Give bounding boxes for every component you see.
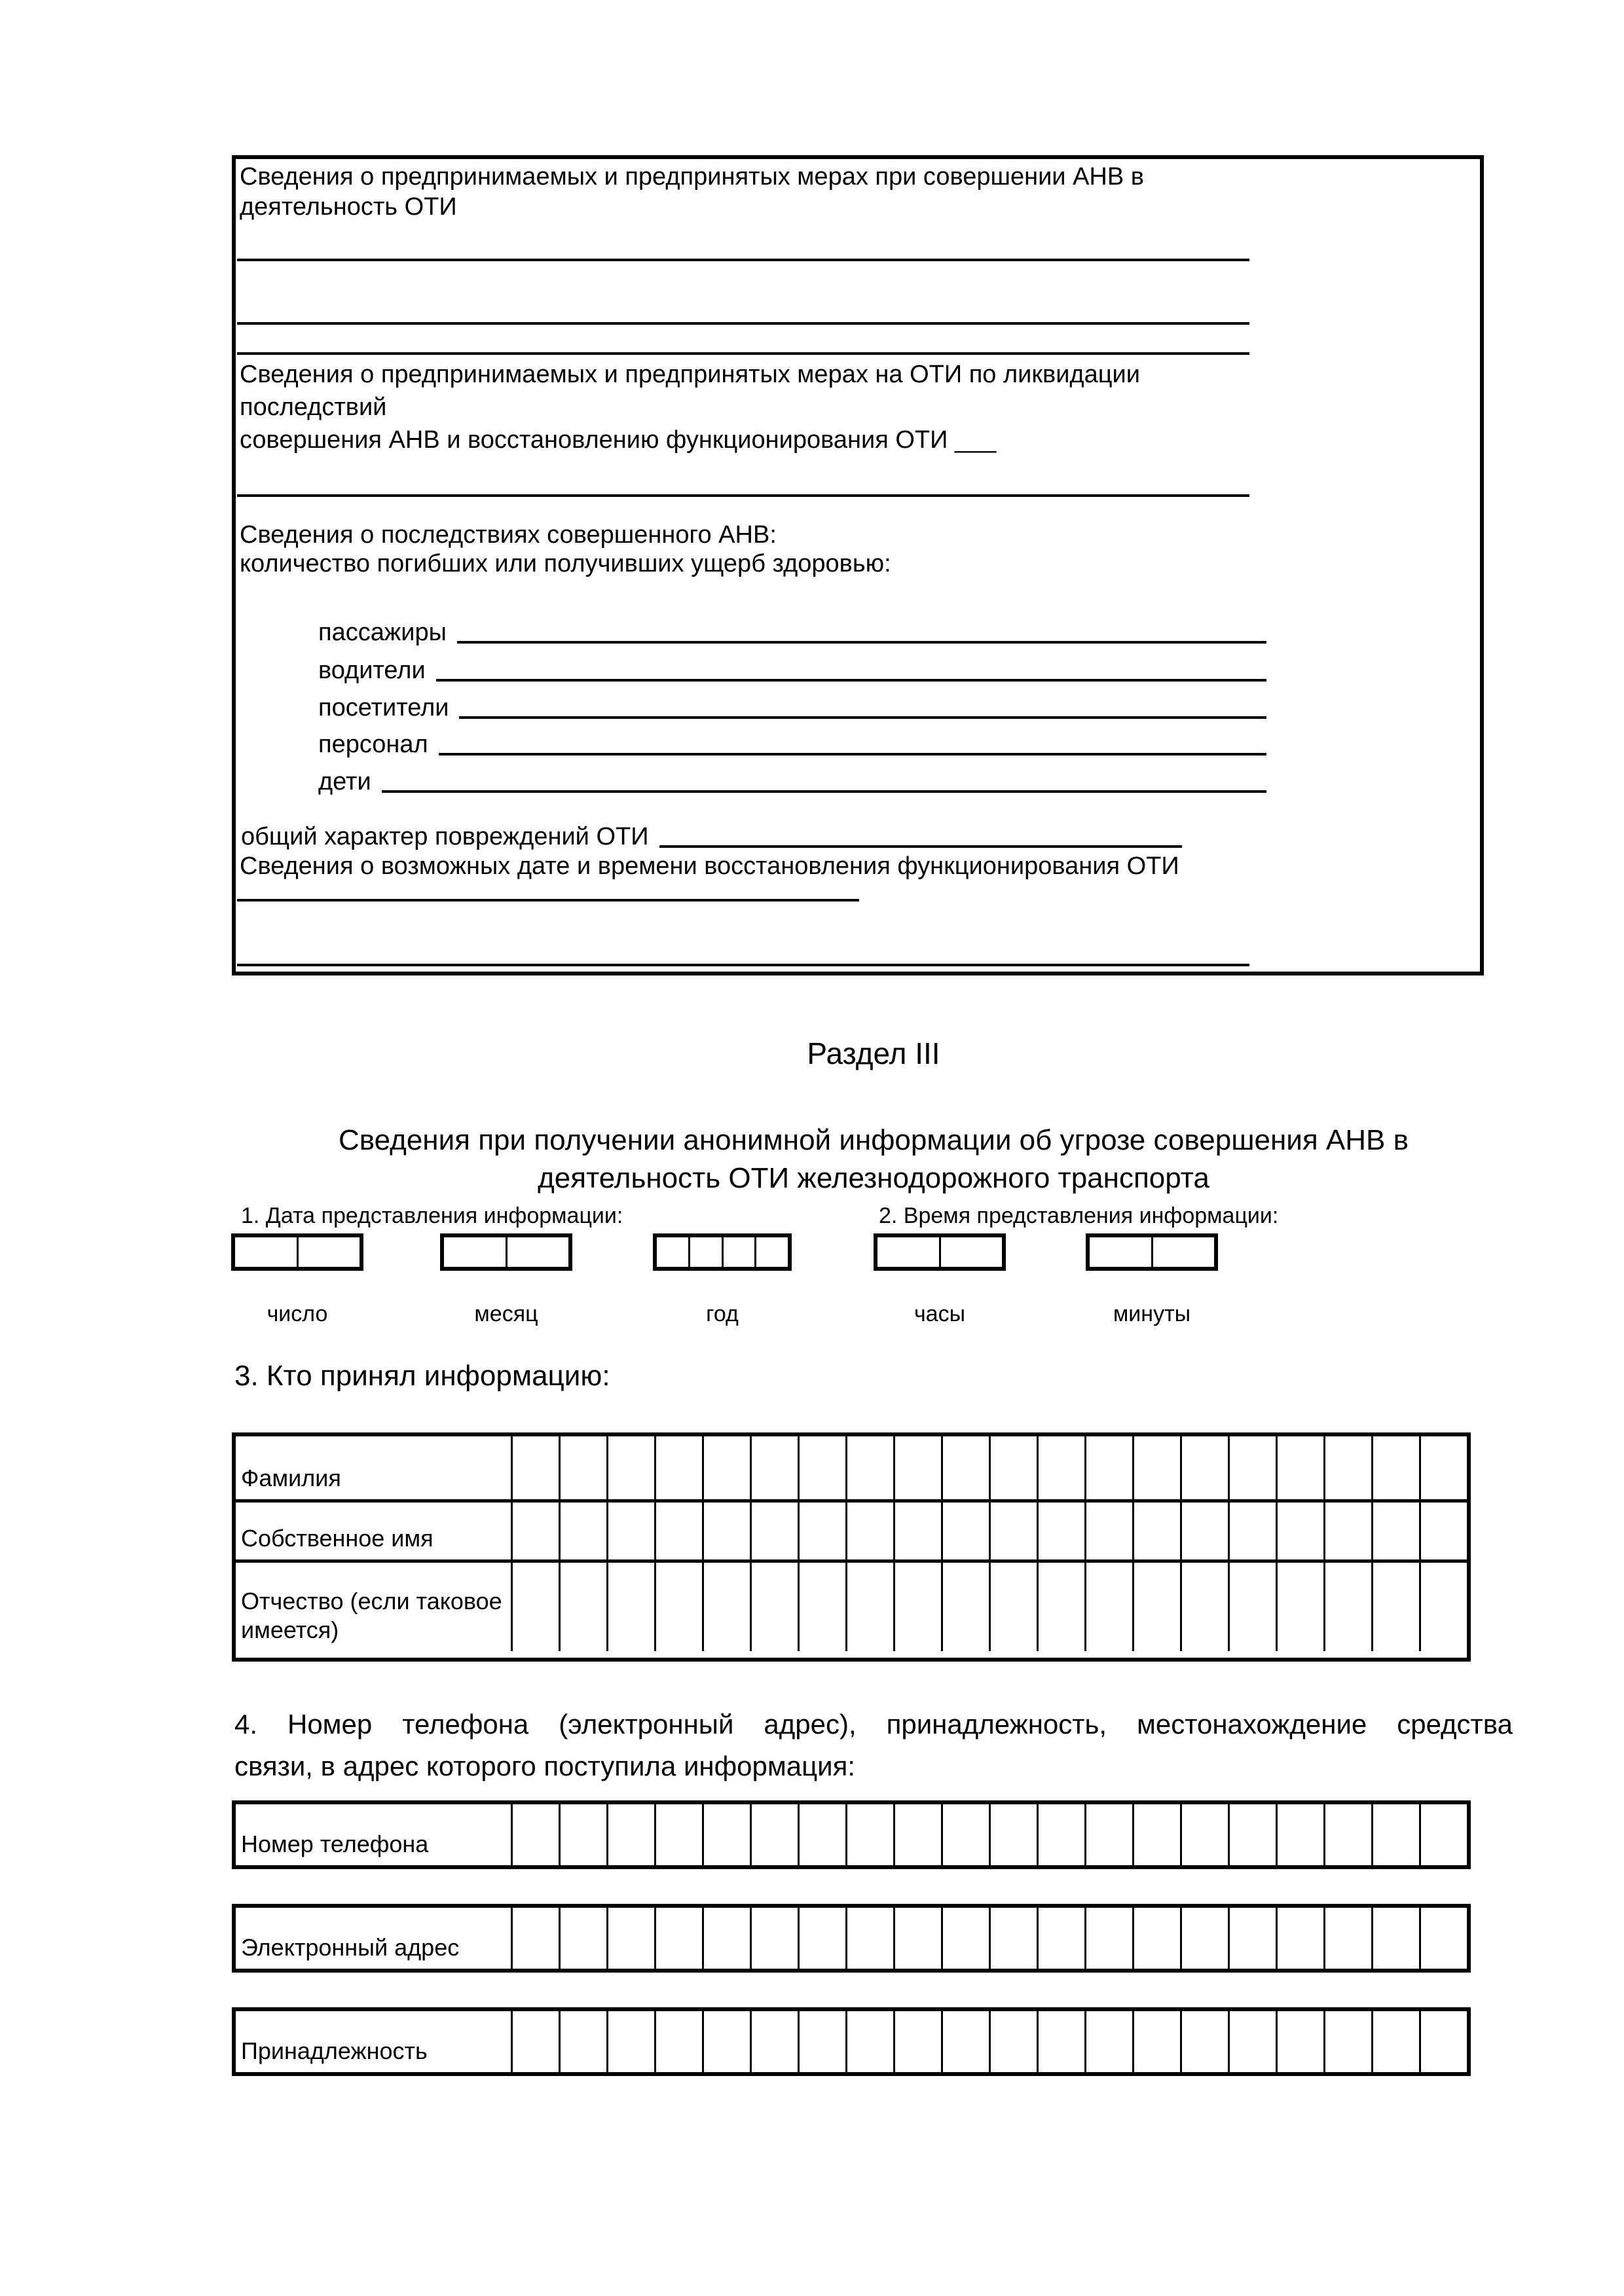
incident-measures-box (232, 155, 1484, 975)
char-cell[interactable] (1180, 1436, 1228, 1499)
row-label: Электронный адрес (236, 1908, 513, 1969)
row-label: Номер телефона (236, 1804, 513, 1865)
phone-table (232, 1800, 1471, 1869)
damage-blank[interactable] (659, 845, 1182, 848)
char-cell[interactable] (1419, 1563, 1467, 1651)
char-cells (513, 2011, 1467, 2072)
char-cell[interactable] (1180, 1503, 1228, 1559)
char-cell[interactable] (893, 1804, 941, 1865)
casualty-row-visitors (318, 693, 1266, 721)
char-cell[interactable] (893, 1908, 941, 1969)
char-cell[interactable] (798, 1563, 845, 1651)
char-cell[interactable] (893, 1503, 941, 1559)
char-cell[interactable] (559, 1804, 606, 1865)
email-row (236, 1908, 1467, 1969)
casualty-blank[interactable] (439, 753, 1266, 756)
char-cell[interactable] (1037, 1436, 1084, 1499)
char-cell[interactable] (513, 1908, 559, 1969)
char-cell[interactable] (845, 1563, 893, 1651)
char-cell[interactable] (1323, 1908, 1371, 1969)
question-time: 2. Время представления информации: (879, 1203, 1279, 1228)
char-cell[interactable] (654, 1908, 702, 1969)
char-cell[interactable] (989, 2011, 1037, 2072)
char-cell[interactable] (654, 1503, 702, 1559)
char-cell[interactable] (893, 1563, 941, 1651)
char-cell[interactable] (798, 1503, 845, 1559)
char-cells (513, 1436, 1467, 1499)
char-cell[interactable] (941, 1804, 989, 1865)
char-cell[interactable] (559, 1503, 606, 1559)
char-cell[interactable] (1132, 1436, 1180, 1499)
char-cells (513, 1503, 1467, 1559)
phone-row (236, 1804, 1467, 1865)
email-table (232, 1904, 1471, 1973)
affiliation-table (232, 2007, 1471, 2076)
char-cell[interactable] (1132, 1804, 1180, 1865)
char-cells (513, 1804, 1467, 1865)
restore-label: Сведения о возможных дате и времени восстановления функционирования ОТИ (240, 852, 1179, 880)
char-cell[interactable] (1276, 2011, 1323, 2072)
char-cell[interactable] (845, 1503, 893, 1559)
char-cell[interactable] (845, 1908, 893, 1969)
char-cell[interactable] (939, 1237, 1003, 1267)
char-cell[interactable] (1323, 1563, 1371, 1651)
char-cell[interactable] (1037, 2011, 1084, 2072)
char-cell[interactable] (1228, 1563, 1276, 1651)
char-cell[interactable] (1419, 1804, 1467, 1865)
char-cell[interactable] (513, 1503, 559, 1559)
char-cell[interactable] (688, 1237, 722, 1267)
char-cell[interactable] (1276, 1563, 1323, 1651)
char-cell[interactable] (1151, 1237, 1215, 1267)
char-cell[interactable] (1419, 1908, 1467, 1969)
casualty-label: дети (318, 768, 371, 795)
char-cell[interactable] (754, 1237, 788, 1267)
question-date: 1. Дата представления информации: (241, 1203, 623, 1228)
char-cell[interactable] (559, 1436, 606, 1499)
blank-line[interactable] (237, 494, 1249, 497)
label-day: число (267, 1302, 328, 1326)
char-cell[interactable] (893, 1436, 941, 1499)
casualty-blank[interactable] (382, 790, 1266, 793)
char-cell[interactable] (654, 2011, 702, 2072)
char-cell[interactable] (1180, 1804, 1228, 1865)
char-cell[interactable] (1276, 1503, 1323, 1559)
section-title: Раздел III (807, 1036, 940, 1070)
date-month-boxes (440, 1233, 572, 1271)
char-cell[interactable] (559, 2011, 606, 2072)
date-day-boxes (231, 1233, 363, 1271)
char-cell[interactable] (722, 1237, 755, 1267)
char-cell[interactable] (606, 1503, 654, 1559)
consequences-line-2: количество погибших или получивших ущерб здоровью: (240, 550, 891, 577)
char-cell[interactable] (798, 1436, 845, 1499)
damage-row (241, 822, 1182, 850)
char-cell[interactable] (798, 1804, 845, 1865)
time-minute-boxes (1086, 1233, 1218, 1271)
char-cell[interactable] (1228, 1436, 1276, 1499)
casualty-blank[interactable] (436, 679, 1266, 682)
char-cell[interactable] (1090, 1237, 1151, 1267)
section-subtitle-line-1: Сведения при получении анонимной информации об угрозе совершения АНВ в (339, 1124, 1409, 1156)
char-cell[interactable] (1276, 1804, 1323, 1865)
char-cell[interactable] (877, 1237, 939, 1267)
char-cell[interactable] (702, 1563, 750, 1651)
blank-line[interactable] (237, 964, 1249, 966)
casualty-row-passengers (318, 617, 1266, 646)
liquidation-line-3: совершения АНВ и восстановлению функционирования ОТИ ___ (240, 426, 997, 454)
char-cell[interactable] (1323, 1503, 1371, 1559)
affiliation-row (236, 2011, 1467, 2072)
char-cell[interactable] (1323, 2011, 1371, 2072)
row-label: Фамилия (236, 1436, 513, 1499)
char-cell[interactable] (606, 1908, 654, 1969)
time-hour-boxes (874, 1233, 1006, 1271)
char-cell[interactable] (989, 1563, 1037, 1651)
casualty-blank[interactable] (457, 641, 1266, 644)
char-cell[interactable] (1037, 1563, 1084, 1651)
char-cell[interactable] (1371, 2011, 1419, 2072)
char-cell[interactable] (606, 1804, 654, 1865)
char-cell[interactable] (1132, 1503, 1180, 1559)
char-cell[interactable] (1132, 1563, 1180, 1651)
char-cell[interactable] (1228, 1503, 1276, 1559)
blank-line[interactable] (237, 352, 1249, 355)
casualty-label: пассажиры (318, 619, 447, 646)
char-cell[interactable] (654, 1804, 702, 1865)
char-cell[interactable] (559, 1908, 606, 1969)
casualty-label: персонал (318, 731, 428, 758)
char-cell[interactable] (1037, 1908, 1084, 1969)
char-cell[interactable] (1371, 1908, 1419, 1969)
label-minutes: минуты (1113, 1302, 1191, 1326)
casualty-row-children (318, 767, 1266, 795)
char-cell[interactable] (941, 2011, 989, 2072)
char-cell[interactable] (1084, 1503, 1132, 1559)
char-cell[interactable] (657, 1237, 688, 1267)
char-cell[interactable] (654, 1436, 702, 1499)
char-cell[interactable] (1419, 1503, 1467, 1559)
char-cell[interactable] (893, 2011, 941, 2072)
char-cell[interactable] (750, 1503, 798, 1559)
char-cell[interactable] (1084, 1563, 1132, 1651)
char-cell[interactable] (750, 1908, 798, 1969)
char-cell[interactable] (606, 1436, 654, 1499)
char-cell[interactable] (1371, 1804, 1419, 1865)
casualty-row-staff (318, 729, 1266, 758)
question-who: 3. Кто принял информацию: (234, 1360, 610, 1392)
blank-line[interactable] (237, 899, 859, 902)
char-cell[interactable] (1228, 1804, 1276, 1865)
char-cell[interactable] (798, 1908, 845, 1969)
char-cell[interactable] (989, 1436, 1037, 1499)
char-cell[interactable] (702, 2011, 750, 2072)
char-cell[interactable] (989, 1503, 1037, 1559)
char-cell[interactable] (1084, 1436, 1132, 1499)
char-cell[interactable] (941, 1908, 989, 1969)
char-cell[interactable] (297, 1237, 360, 1267)
char-cell[interactable] (506, 1237, 569, 1267)
damage-label: общий характер повреждений ОТИ (241, 823, 649, 850)
char-cell[interactable] (1037, 1503, 1084, 1559)
char-cell[interactable] (845, 1436, 893, 1499)
consequences-line-1: Сведения о последствиях совершенного АНВ: (240, 521, 777, 549)
char-cell[interactable] (1276, 1436, 1323, 1499)
char-cell[interactable] (513, 1563, 559, 1651)
char-cell[interactable] (606, 1563, 654, 1651)
char-cell[interactable] (989, 1804, 1037, 1865)
char-cell[interactable] (1419, 1436, 1467, 1499)
char-cells (513, 1563, 1467, 1651)
char-cell[interactable] (444, 1237, 506, 1267)
measures-line-1: Сведения о предпринимаемых и предпринятых мерах при совершении АНВ в (240, 163, 1144, 191)
char-cell[interactable] (1419, 2011, 1467, 2072)
char-cell[interactable] (1371, 1503, 1419, 1559)
liquidation-line-2: последствий (240, 393, 387, 421)
label-year: год (706, 1302, 739, 1326)
char-cell[interactable] (1371, 1436, 1419, 1499)
char-cell[interactable] (1037, 1804, 1084, 1865)
char-cell[interactable] (1084, 1908, 1132, 1969)
measures-line-2: деятельность ОТИ (240, 193, 457, 221)
char-cell[interactable] (513, 1436, 559, 1499)
char-cell[interactable] (798, 2011, 845, 2072)
casualty-label: водители (318, 657, 426, 684)
casualty-row-drivers (318, 655, 1266, 684)
row-label: Отчество (если таковое имеется) (236, 1563, 513, 1651)
who-row-patronymic (236, 1559, 1467, 1651)
char-cell[interactable] (750, 1804, 798, 1865)
char-cell[interactable] (1132, 1908, 1180, 1969)
who-row-firstname (236, 1499, 1467, 1559)
question-contact-line-1: 4. Номер телефона (электронный адрес), принадлежность, местонахождение средства (234, 1709, 1513, 1740)
char-cell[interactable] (941, 1503, 989, 1559)
liquidation-line-1: Сведения о предпринимаемых и предпринятых мерах на ОТИ по ликвидации (240, 361, 1140, 388)
char-cell[interactable] (1371, 1563, 1419, 1651)
char-cell[interactable] (1276, 1908, 1323, 1969)
row-label: Собственное имя (236, 1503, 513, 1559)
casualty-blank[interactable] (459, 716, 1266, 719)
char-cell[interactable] (989, 1908, 1037, 1969)
row-label: Принадлежность (236, 2011, 513, 2072)
char-cell[interactable] (702, 1503, 750, 1559)
question-contact-line-2: связи, в адрес которого поступила информация: (234, 1751, 856, 1781)
section-subtitle-line-2: деятельность ОТИ железнодорожного транспорта (538, 1162, 1209, 1194)
char-cell[interactable] (750, 1563, 798, 1651)
casualty-label: посетители (318, 694, 449, 721)
char-cell[interactable] (941, 1563, 989, 1651)
char-cell[interactable] (941, 1436, 989, 1499)
char-cell[interactable] (1228, 1908, 1276, 1969)
char-cell[interactable] (702, 1908, 750, 1969)
char-cell[interactable] (654, 1563, 702, 1651)
char-cell[interactable] (1228, 2011, 1276, 2072)
char-cell[interactable] (702, 1804, 750, 1865)
label-hours: часы (913, 1302, 966, 1326)
char-cell[interactable] (1323, 1804, 1371, 1865)
blank-line[interactable] (237, 259, 1249, 261)
char-cell[interactable] (1180, 1908, 1228, 1969)
blank-line[interactable] (237, 322, 1249, 325)
char-cell[interactable] (513, 1804, 559, 1865)
who-table (232, 1432, 1471, 1662)
char-cell[interactable] (1180, 1563, 1228, 1651)
char-cell[interactable] (235, 1237, 297, 1267)
char-cell[interactable] (1323, 1436, 1371, 1499)
char-cell[interactable] (845, 2011, 893, 2072)
char-cell[interactable] (606, 2011, 654, 2072)
char-cell[interactable] (845, 1804, 893, 1865)
date-year-boxes (653, 1233, 792, 1271)
char-cell[interactable] (513, 2011, 559, 2072)
char-cell[interactable] (702, 1436, 750, 1499)
char-cells (513, 1908, 1467, 1969)
char-cell[interactable] (1180, 2011, 1228, 2072)
char-cell[interactable] (559, 1563, 606, 1651)
who-row-surname (236, 1436, 1467, 1499)
char-cell[interactable] (1084, 2011, 1132, 2072)
char-cell[interactable] (750, 1436, 798, 1499)
label-month: месяц (474, 1302, 538, 1326)
char-cell[interactable] (750, 2011, 798, 2072)
char-cell[interactable] (1084, 1804, 1132, 1865)
char-cell[interactable] (1132, 2011, 1180, 2072)
